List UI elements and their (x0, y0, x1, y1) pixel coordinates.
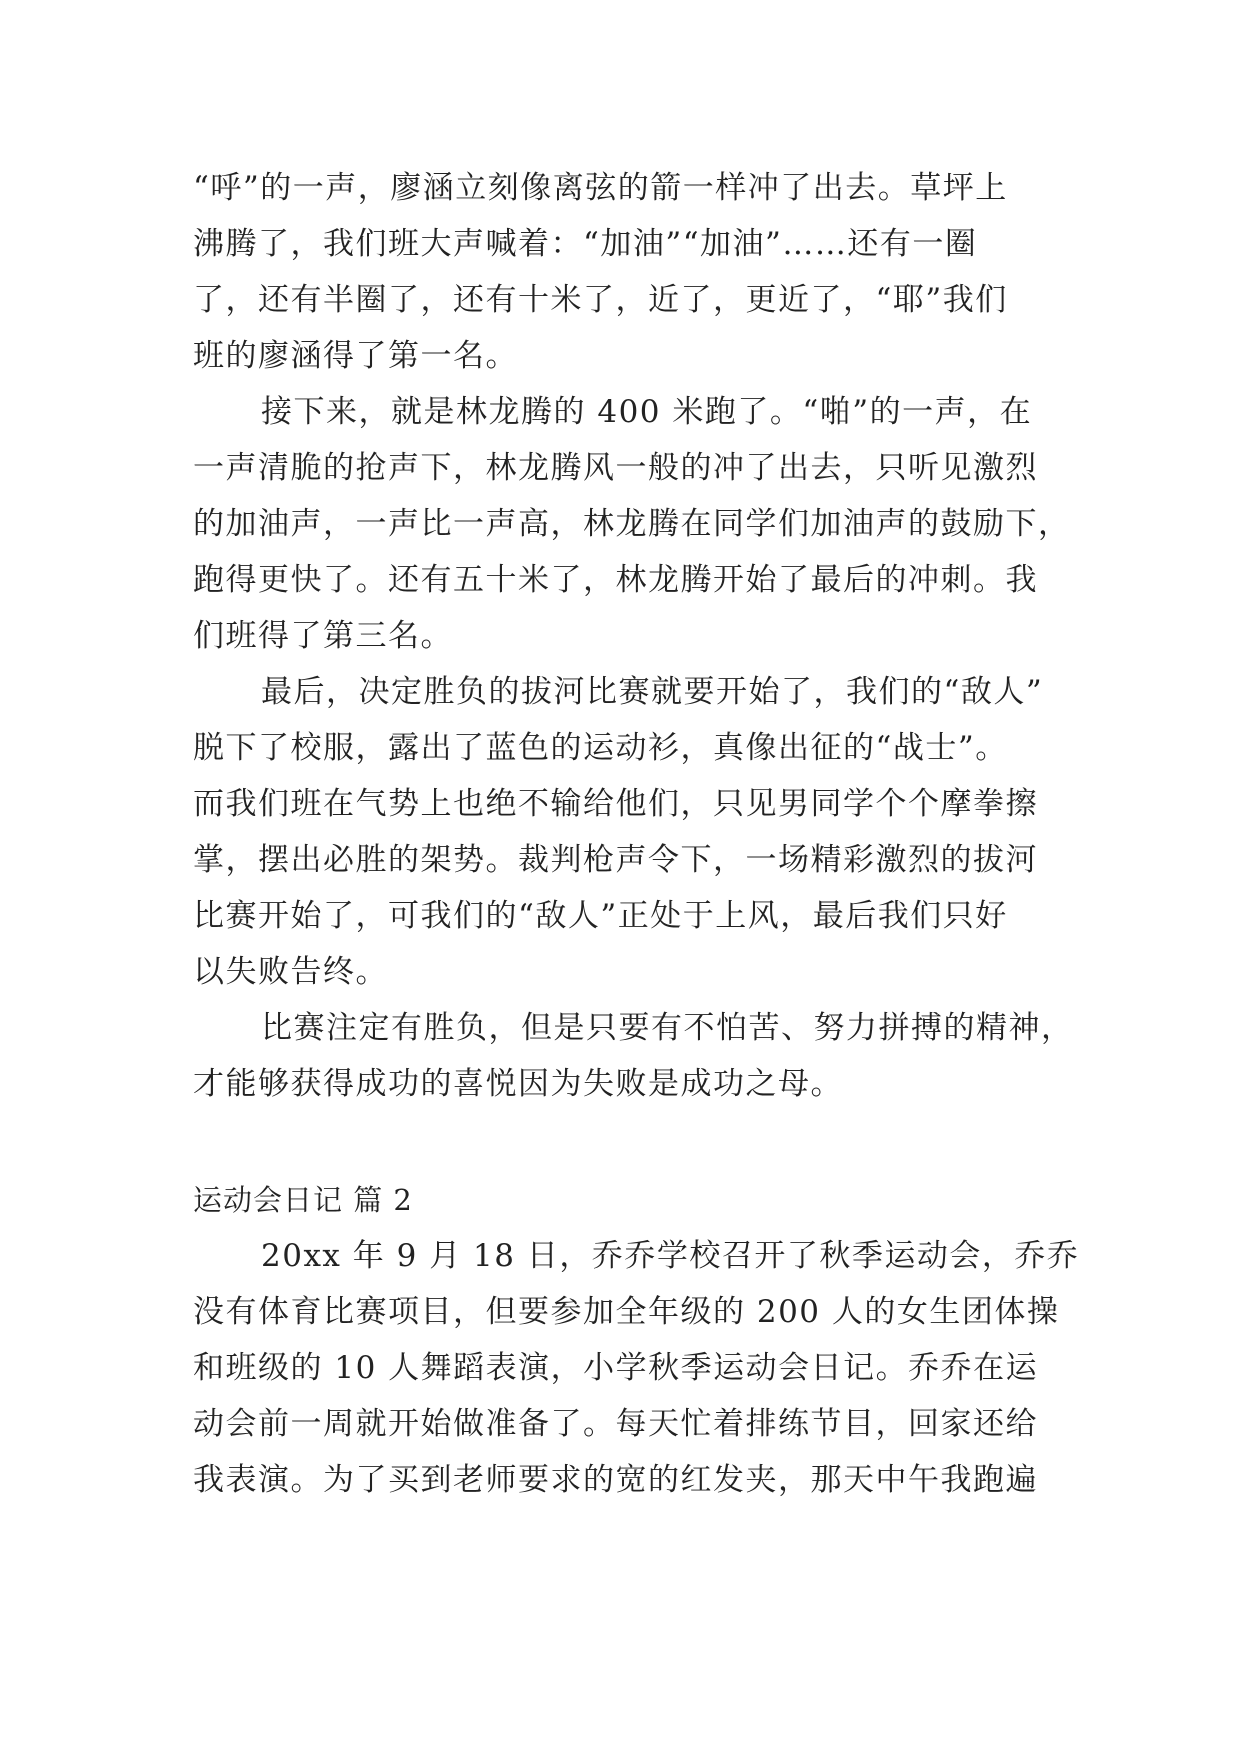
text-line: 们班得了第三名。 (193, 618, 453, 654)
text-line: 接下来，就是林龙腾的 400 米跑了。“啪”的一声，在 (261, 394, 1033, 430)
section-spacer (193, 1112, 1063, 1172)
paragraph-3 (193, 664, 1063, 1000)
paragraph-2 (193, 384, 1071, 664)
text-line: 一声清脆的抢声下，林龙腾风一般的冲了出去，只听见激烈 (193, 450, 1038, 486)
text-line: 比赛注定有胜负，但是只要有不怕苦、努力拼搏的精神， (261, 1010, 1074, 1046)
text-line: 动会前一周就开始做准备了。每天忙着排练节目，回家还给 (193, 1406, 1038, 1442)
text-line: 最后，决定胜负的拔河比赛就要开始了，我们的“敌人” (261, 674, 1044, 710)
text-line: 沸腾了，我们班大声喊着：“加油”“加油”……还有一圈 (193, 226, 978, 262)
section-heading: 运动会日记 篇 2 (193, 1183, 413, 1217)
text-line: 掌，摆出必胜的架势。裁判枪声令下，一场精彩激烈的拔河 (193, 842, 1038, 878)
document-body (193, 160, 1080, 1508)
paragraph-5 (193, 1228, 1080, 1508)
paragraph-1 (193, 160, 1063, 384)
text-line: 和班级的 10 人舞蹈表演，小学秋季运动会日记。乔乔在运 (193, 1350, 1039, 1386)
text-line: 我表演。为了买到老师要求的宽的红发夹，那天中午我跑遍 (193, 1462, 1038, 1498)
text-line: 而我们班在气势上也绝不输给他们，只见男同学个个摩拳擦 (193, 786, 1038, 822)
text-line: 才能够获得成功的喜悦因为失败是成功之母。 (193, 1066, 843, 1102)
text-line: 跑得更快了。还有五十米了，林龙腾开始了最后的冲刺。我 (193, 562, 1038, 598)
text-line: 了，还有半圈了，还有十米了，近了，更近了，“耶”我们 (193, 282, 1008, 318)
text-line: 没有体育比赛项目，但要参加全年级的 200 人的女生团体操 (193, 1294, 1060, 1330)
paragraph-4 (193, 1000, 1074, 1112)
text-line: “呼”的一声，廖涵立刻像离弦的箭一样冲了出去。草坪上 (193, 170, 1008, 206)
text-line: 的加油声，一声比一声高，林龙腾在同学们加油声的鼓励下， (193, 506, 1071, 542)
text-line: 班的廖涵得了第一名。 (193, 338, 518, 374)
text-line: 比赛开始了，可我们的“敌人”正处于上风，最后我们只好 (193, 898, 1008, 934)
text-line: 20xx 年 9 月 18 日，乔乔学校召开了秋季运动会，乔乔 (261, 1238, 1080, 1274)
text-line: 脱下了校服，露出了蓝色的运动衫，真像出征的“战士”。 (193, 730, 1008, 766)
text-line: 以失败告终。 (193, 954, 388, 990)
